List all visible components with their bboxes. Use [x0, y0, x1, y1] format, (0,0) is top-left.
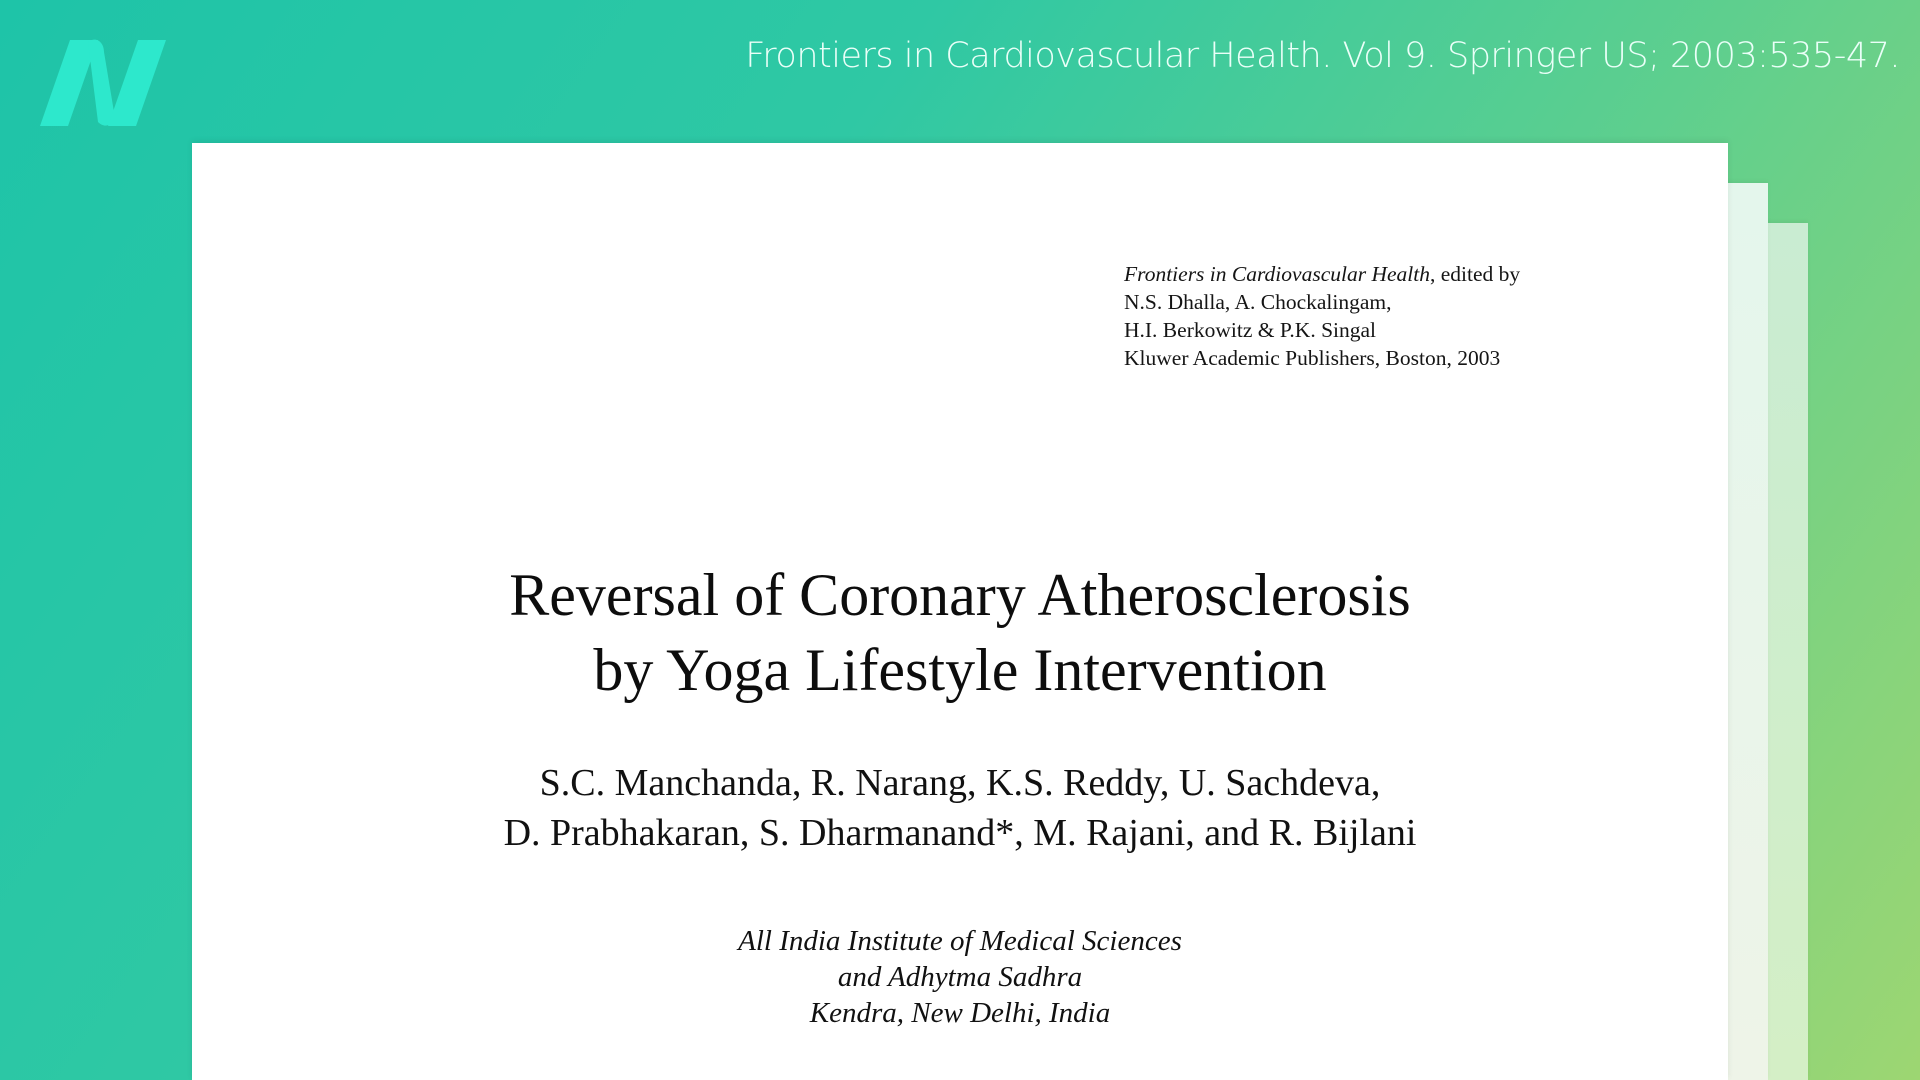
paper-affiliation — [192, 923, 1728, 1031]
paper-title — [192, 558, 1728, 708]
source-editors-line-2: H.I. Berkowitz & P.K. Singal — [1124, 318, 1377, 342]
source-editors-line-1: N.S. Dhalla, A. Chockalingam, — [1124, 290, 1392, 314]
affiliation-line-2: and Adhytma Sadhra — [837, 961, 1083, 993]
paper-title-line-1: Reversal of Coronary Atherosclerosis — [509, 562, 1411, 628]
source-publisher: Kluwer Academic Publishers, Boston, 2003 — [1124, 346, 1501, 370]
affiliation-line-3: Kendra, New Delhi, India — [809, 997, 1111, 1029]
brand-logo — [34, 38, 168, 128]
paper-authors — [192, 758, 1728, 858]
stylized-n-logo-icon — [34, 38, 168, 128]
affiliation-line-1: All India Institute of Medical Sciences — [738, 925, 1182, 957]
authors-line-1: S.C. Manchanda, R. Narang, K.S. Reddy, U. Sachdeva, — [539, 762, 1381, 804]
source-journal-line — [1124, 260, 1520, 288]
authors-line-2: D. Prabhakaran, S. Dharmanand*, M. Rajani, and R. Bijlani — [503, 812, 1417, 854]
source-journal: Frontiers in Cardiovascular Health — [1124, 262, 1430, 286]
paper-title-line-2: by Yoga Lifestyle Intervention — [593, 637, 1327, 703]
document-page — [192, 143, 1728, 1080]
citation-header: Frontiers in Cardiovascular Health. Vol 9. Springer US; 2003:535-47. — [745, 36, 1900, 76]
source-info — [1124, 260, 1520, 372]
source-journal-suffix: , edited by — [1429, 262, 1521, 286]
